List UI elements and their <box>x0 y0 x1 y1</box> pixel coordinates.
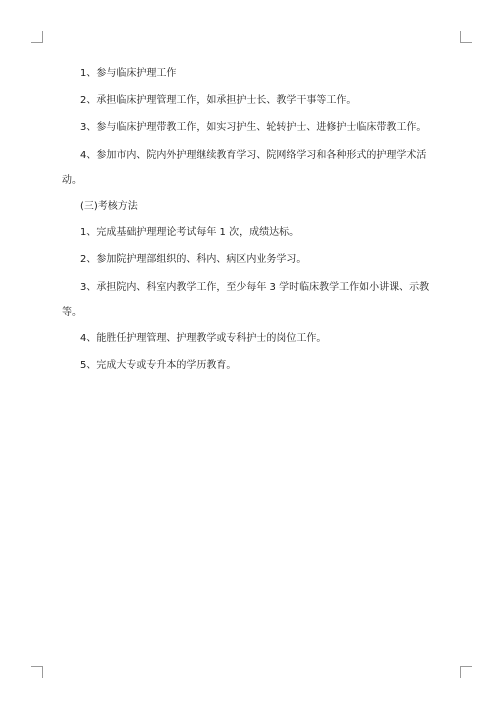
paragraph-line: 5、完成大专或专升本的学历教育。 <box>80 360 237 371</box>
paragraph-line: 动。 <box>62 175 82 186</box>
paragraph-line: 3、承担院内、科室内教学工作，至少每年 3 学时临床教学工作如小讲课、示教 <box>80 282 430 293</box>
section-heading: (三)考核方法 <box>80 201 138 212</box>
paragraph-line: 1、参与临床护理工作 <box>80 68 177 79</box>
paragraph-line: 等。 <box>62 307 82 318</box>
paragraph-line: 2、承担临床护理管理工作，如承担护士长、教学干事等工作。 <box>80 95 357 106</box>
paragraph-line: 1、完成基础护理理论考试每年 1 次，成绩达标。 <box>80 227 300 238</box>
crop-mark-bottom-left <box>31 666 43 678</box>
paragraph-line: 2、参加院护理部组织的、科内、病区内业务学习。 <box>80 254 307 265</box>
crop-mark-bottom-right <box>460 666 472 678</box>
crop-mark-top-left <box>31 31 43 43</box>
crop-mark-top-right <box>460 31 472 43</box>
paragraph-line: 4、能胜任护理管理、护理教学或专科护士的岗位工作。 <box>80 333 327 344</box>
paragraph-line: 4、参加市内、院内外护理继续教育学习、院网络学习和各种形式的护理学术活 <box>80 150 427 161</box>
paragraph-line: 3、参与临床护理带教工作，如实习护生、轮转护士、进修护士临床带教工作。 <box>80 122 427 133</box>
